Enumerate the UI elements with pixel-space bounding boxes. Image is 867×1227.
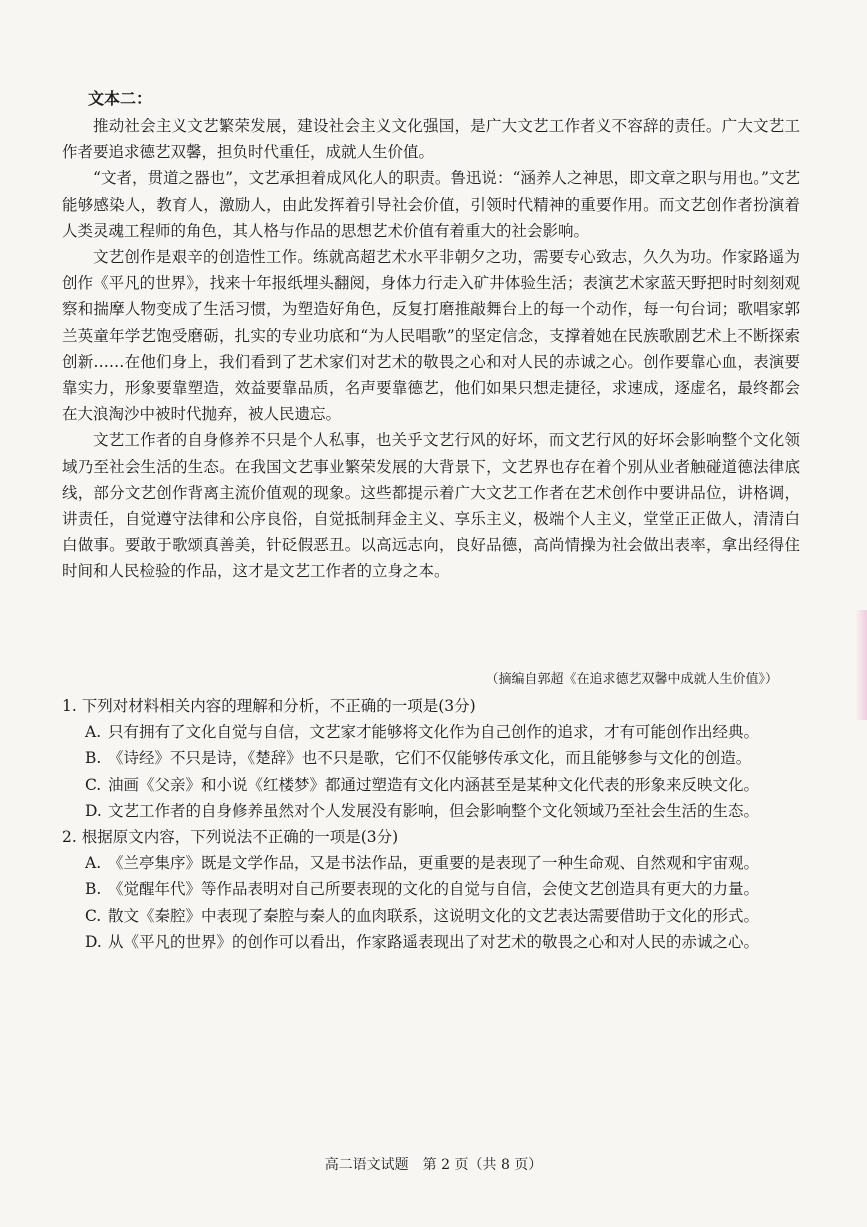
option-letter: B. xyxy=(85,749,102,768)
passage-paragraph: 推动社会主义文艺繁荣发展，建设社会主义文化强国，是广大文艺工作者义不容辞的责任。广大文艺工作者要追求德艺双馨，担负时代重任，成就人生价值。 xyxy=(62,117,800,162)
question-1 xyxy=(62,693,780,824)
option-letter: D. xyxy=(85,801,102,820)
option-letter: D. xyxy=(85,932,102,951)
passage-body xyxy=(62,113,800,585)
option-letter: A. xyxy=(85,854,102,873)
option-c xyxy=(62,903,780,929)
passage-paragraph: 文艺工作者的自身修养不只是个人私事，也关乎文艺行风的好坏，而文艺行风的好坏会影响整个文化领域乃至社会生活的生态。在我国文艺事业繁荣发展的大背景下，文艺界也存在着个别从业者触碰道德法律底线，部分文艺创作背离主流价值观的现象。这些都提示着广大文艺工作者在艺术创作中要讲品位，讲格调，讲责任，自觉遵守法律和公序良俗，自觉抵制拜金主义、享乐主义，极端个人主义，堂堂正正做人，清清白白做事。要敢于歌颂真善美，针砭假恶丑。以高远志向，良好品德，高尚情操为社会做出表率，拿出经得住时间和人民检验的作品，这才是文艺工作者的立身之本。 xyxy=(62,431,800,581)
option-c xyxy=(62,772,780,798)
option-text: 《兰亭集序》既是文学作品，又是书法作品，更重要的是表现了一种生命观、自然观和宇宙观。 xyxy=(108,854,760,873)
source-note: （摘编自郭超《在追求德艺双馨中成就人生价值》） xyxy=(485,672,778,687)
option-text: 《诗经》不只是诗，《楚辞》也不只是歌，它们不仅能够传承文化，而且能够参与文化的创造。 xyxy=(108,749,752,768)
section-heading: 文本二： xyxy=(88,89,153,108)
passage-paragraph: “文者，贯道之器也”，文艺承担着成风化人的职责。鲁迅说：“涵养人之神思，即文章之职与用也。”文艺能够感染人，教育人，激励人，由此发挥着引导社会价值，引领时代精神的重要作用。而文艺创作者扮演着人类灵魂工程师的角色，其人格与作品的思想艺术价值有着重大的社会影响。 xyxy=(62,169,800,240)
page-footer: 高二语文试题 第 2 页（共 8 页） xyxy=(324,1157,543,1173)
option-d xyxy=(62,798,780,824)
option-b xyxy=(62,876,780,902)
option-d xyxy=(62,929,780,955)
question-stem: 2. 根据原文内容，下列说法不正确的一项是(3分) xyxy=(62,828,399,847)
passage-paragraph: 文艺创作是艰辛的创造性工作。练就高超艺术水平非朝夕之功，需要专心致志，久久为功。作家路遥为创作《平凡的世界》，找来十年报纸埋头翻阅，身体力行走入矿井体验生活；表演艺术家蓝天野把时时刻刻观察和揣摩人物变成了生活习惯，为塑造好角色，反复打磨推敲舞台上的每一个动作，每一句台词；歌唱家郭兰英童年学艺饱受磨砺，扎实的专业功底和“为人民唱歌”的坚定信念，支撑着她在民族歌剧艺术上不断探索创新……在他们身上，我们看到了艺术家们对艺术的敬畏之心和对人民的赤诚之心。创作要靠心血，表演要靠实力，形象要靠塑造，效益要靠品质，名声要靠德艺，他们如果只想走捷径，求速成，逐虚名，最终都会在大浪淘沙中被时代抛弃，被人民遗忘。 xyxy=(62,248,800,424)
question-2 xyxy=(62,824,780,955)
option-letter: C. xyxy=(85,775,102,794)
option-letter: A. xyxy=(85,723,102,742)
scan-edge-mark xyxy=(855,610,867,720)
option-text: 从《平凡的世界》的创作可以看出，作家路遥表现出了对艺术的敬畏之心和对人民的赤诚之心。 xyxy=(108,932,760,951)
option-text: 油画《父亲》和小说《红楼梦》都通过塑造有文化内涵甚至是某种文化代表的形象来反映文化。 xyxy=(108,775,760,794)
option-letter: B. xyxy=(85,880,102,899)
option-text: 只有拥有了文化自觉与自信，文艺家才能够将文化作为自己创作的追求，才有可能创作出经典。 xyxy=(108,723,760,742)
question-list xyxy=(62,693,780,955)
option-text: 散文《秦腔》中表现了秦腔与秦人的血肉联系，这说明文化的文艺表达需要借助于文化的形式。 xyxy=(108,906,760,925)
option-text: 《觉醒年代》等作品表明对自己所要表现的文化的自觉与自信，会使文艺创造具有更大的力量。 xyxy=(108,880,760,899)
option-a xyxy=(62,850,780,876)
option-a xyxy=(62,719,780,745)
option-letter: C. xyxy=(85,906,102,925)
question-stem: 1. 下列对材料相关内容的理解和分析，不正确的一项是(3分) xyxy=(62,697,476,715)
option-b xyxy=(62,745,780,771)
option-text: 文艺工作者的自身修养虽然对个人发展没有影响，但会影响整个文化领域乃至社会生活的生态。 xyxy=(108,801,760,820)
